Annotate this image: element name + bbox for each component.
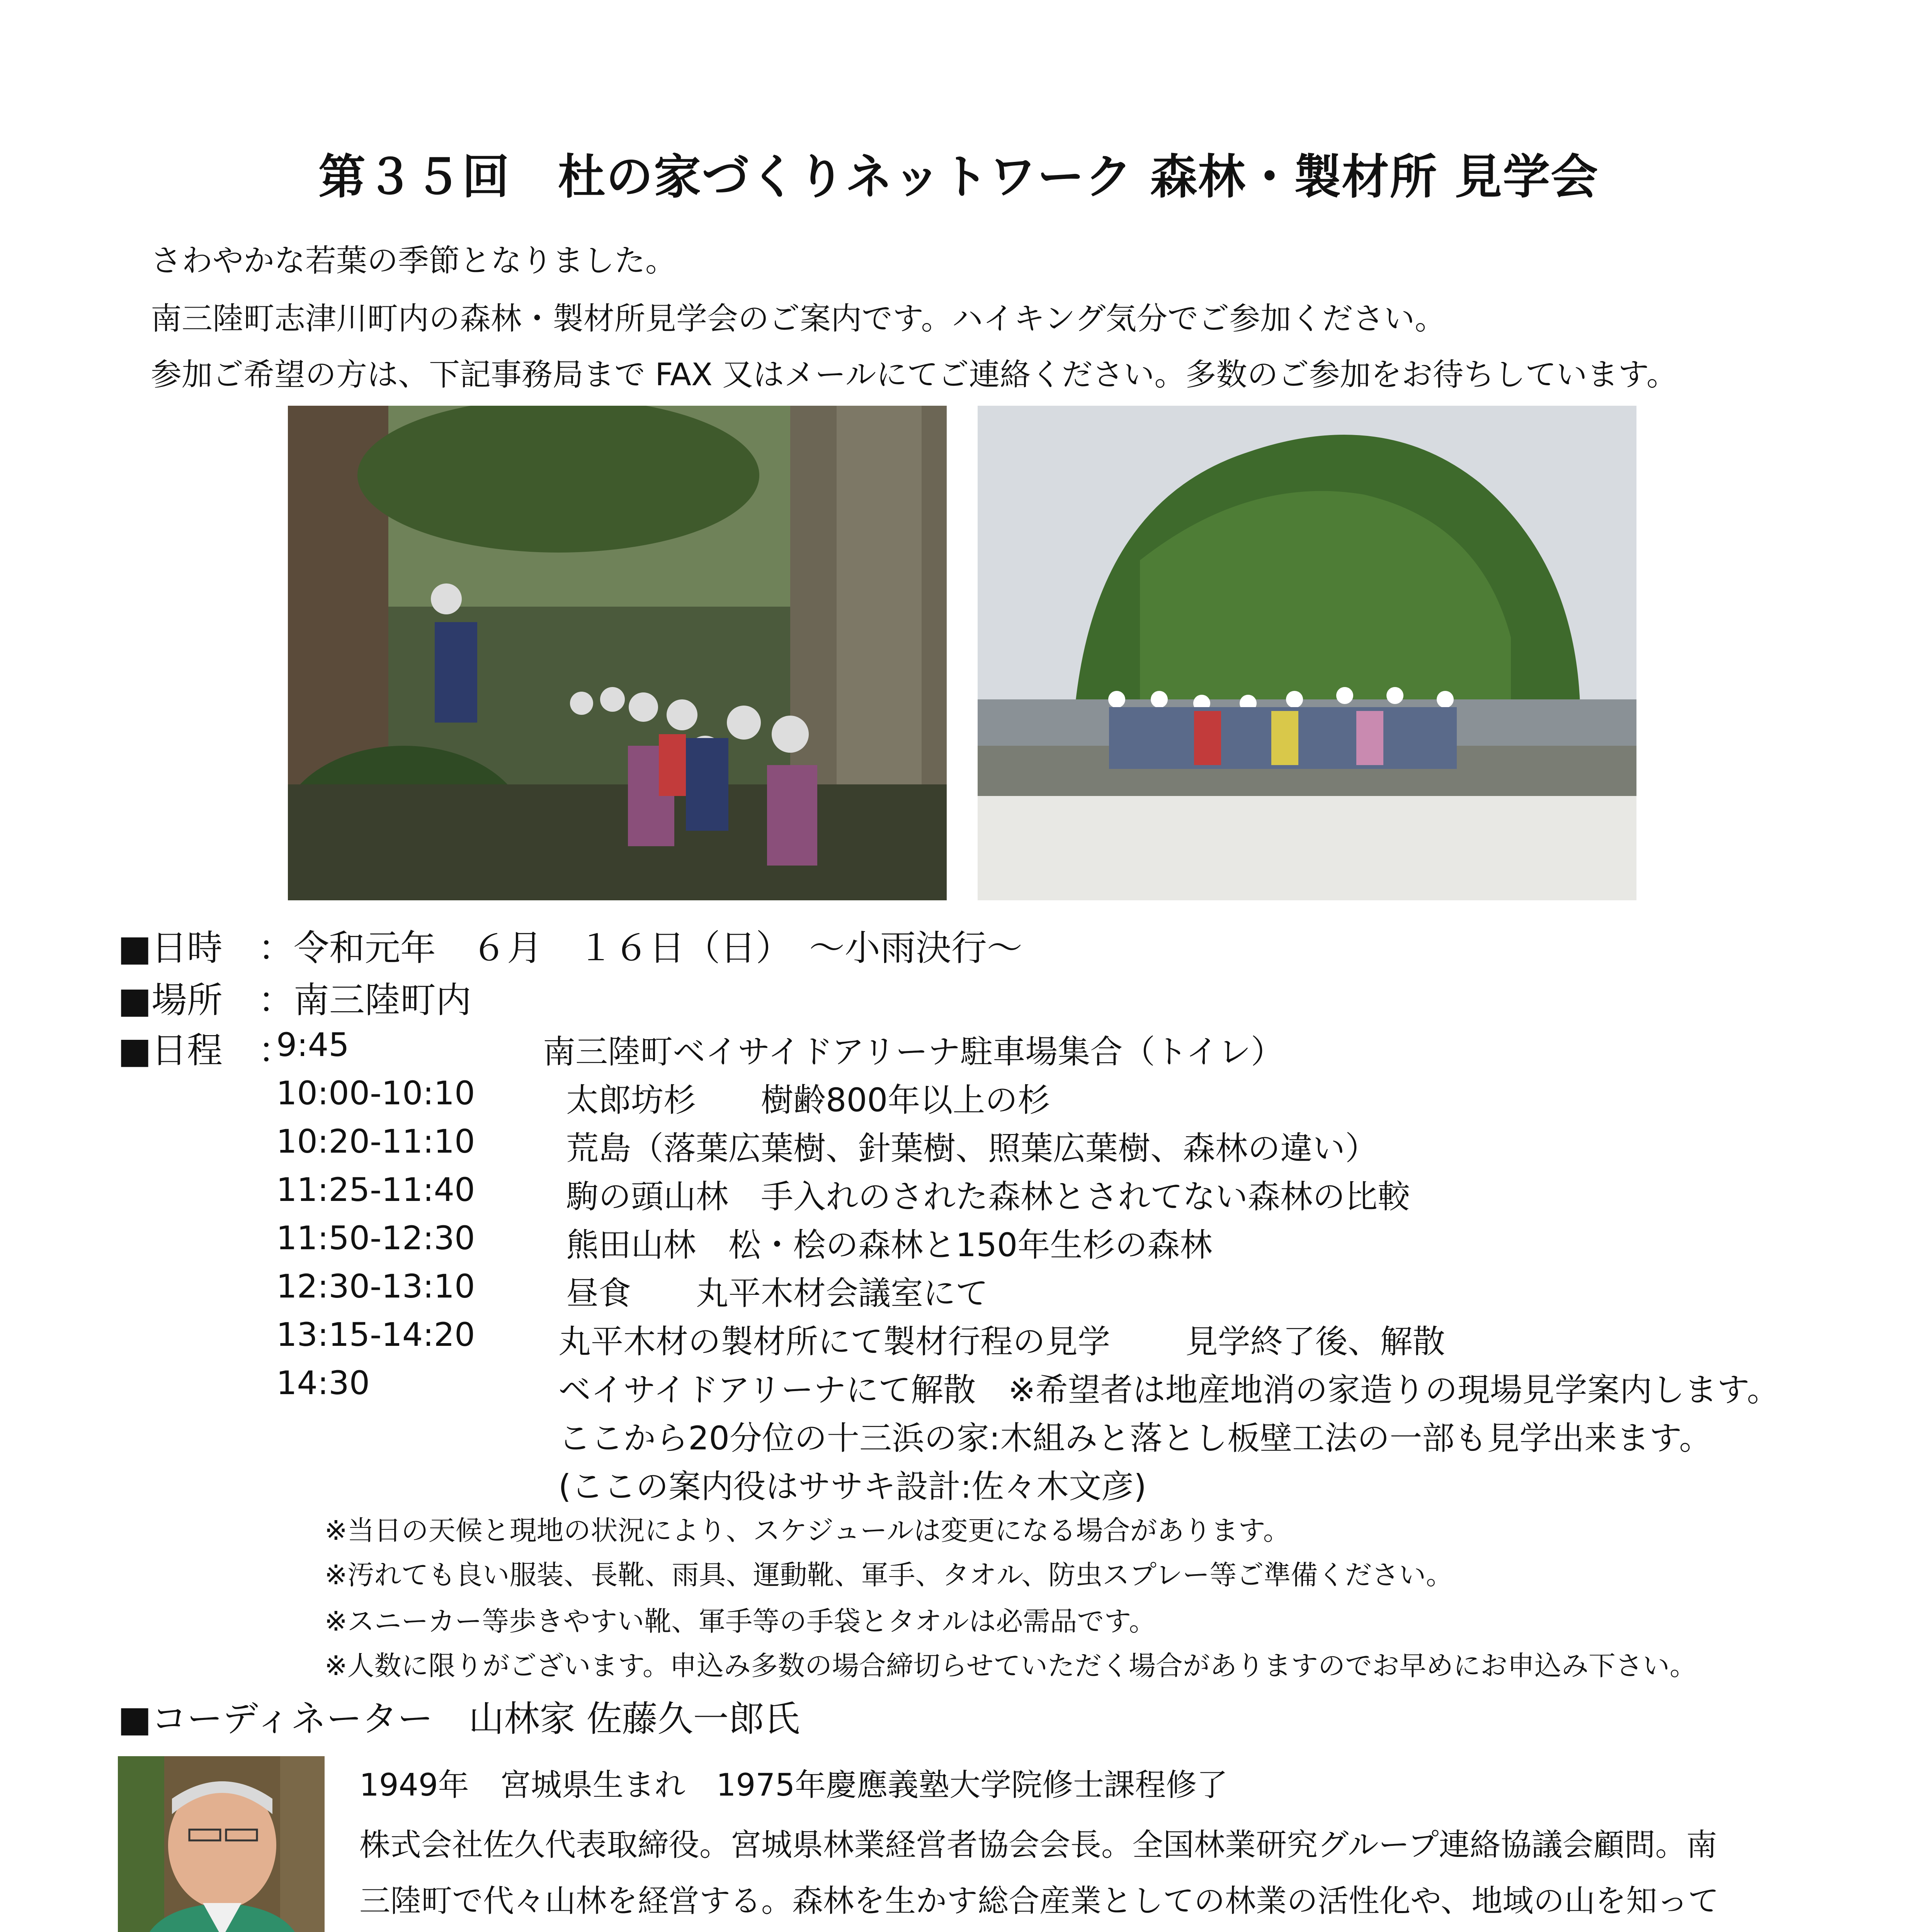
note: ※人数に限りがございます。申込み多数の場合締切らせていただく場合がありますのでお早めにお申込み下さい。 <box>325 1650 1697 1682</box>
bio-line: 三陸町で代々山林を経営する。森林を生かす総合産業としての林業の活性化や、地域の山を知って <box>359 1883 1719 1919</box>
bio-line: 1949年 宮城県生まれ 1975年慶應義塾大学院修士課程修了 <box>359 1767 1228 1803</box>
note: ※汚れても良い服装、長靴、雨具、運動靴、軍手、タオル、防虫スプレー等ご準備ください。 <box>325 1559 1453 1591</box>
datetime: ■日時 ：令和元年 ６月 １６日（日） ～小雨決行～ <box>118 927 1022 969</box>
schedule-desc: 昼食 丸平木材会議室にて <box>566 1274 988 1312</box>
schedule-desc: 南三陸町ベイサイドアリーナ駐車場集合（トイレ） <box>543 1033 1284 1071</box>
forest-photo <box>288 406 947 900</box>
coordinator-heading: ■コーディネーター 山林家 佐藤久一郎氏 <box>118 1698 800 1740</box>
schedule-desc: 熊田山林 松・桧の森林と150年生杉の森林 <box>566 1226 1213 1264</box>
schedule-desc: 荒島（落葉広葉樹、針葉樹、照葉広葉樹、森林の違い） <box>566 1129 1378 1167</box>
schedule-extra: (ここの案内役はササキ設計:佐々木文彦) <box>558 1468 1146 1505</box>
schedule-desc: 丸平木材の製材所にて製材行程の見学 見学終了後、解散 <box>558 1323 1445 1361</box>
schedule-label: ■日程 ： <box>118 1030 294 1071</box>
schedule-time: 13:15-14:20 <box>276 1316 475 1354</box>
intro-line-3: 参加ご希望の方は、下記事務局まで FAX 又はメールにてご連絡ください。多数のご参加をお待ちしています。 <box>151 357 1678 393</box>
island-group-photo <box>978 406 1636 900</box>
note: ※当日の天候と現地の状況により、スケジュールは変更になる場合があります。 <box>325 1515 1290 1546</box>
schedule-time: 14:30 <box>276 1364 370 1402</box>
place: ■場所 ：南三陸町内 <box>118 980 471 1021</box>
intro-line-2: 南三陸町志津川町内の森林・製材所見学会のご案内です。ハイキング気分でご参加ください。 <box>151 301 1446 337</box>
schedule-time: 10:00-10:10 <box>276 1074 475 1112</box>
bio-line: 株式会社佐久代表取締役。宮城県林業経営者協会会長。全国林業研究グループ連絡協議会顧問。南 <box>359 1827 1717 1863</box>
schedule-desc: ベイサイドアリーナにて解散 ※希望者は地産地消の家造りの現場見学案内します。 <box>558 1371 1779 1409</box>
page-title: 第３５回 杜の家づくりネットワーク 森林・製材所 見学会 <box>318 150 1599 204</box>
schedule-time: 9:45 <box>276 1026 349 1064</box>
schedule-extra: ここから20分位の十三浜の家:木組みと落とし板壁工法の一部も見学出来ます。 <box>558 1419 1712 1457</box>
schedule-time: 11:25-11:40 <box>276 1171 475 1209</box>
coordinator-portrait <box>118 1756 325 1932</box>
note: ※スニーカー等歩きやすい靴、軍手等の手袋とタオルは必需品です。 <box>325 1605 1156 1637</box>
schedule-time: 10:20-11:10 <box>276 1122 475 1160</box>
schedule-desc: 太郎坊杉 樹齢800年以上の杉 <box>566 1081 1050 1119</box>
intro-line-1: さわやかな若葉の季節となりました。 <box>151 243 676 279</box>
schedule-time: 12:30-13:10 <box>276 1267 475 1305</box>
schedule-time: 11:50-12:30 <box>276 1219 475 1257</box>
schedule-desc: 駒の頭山林 手入れのされた森林とされてない森林の比較 <box>566 1178 1410 1216</box>
